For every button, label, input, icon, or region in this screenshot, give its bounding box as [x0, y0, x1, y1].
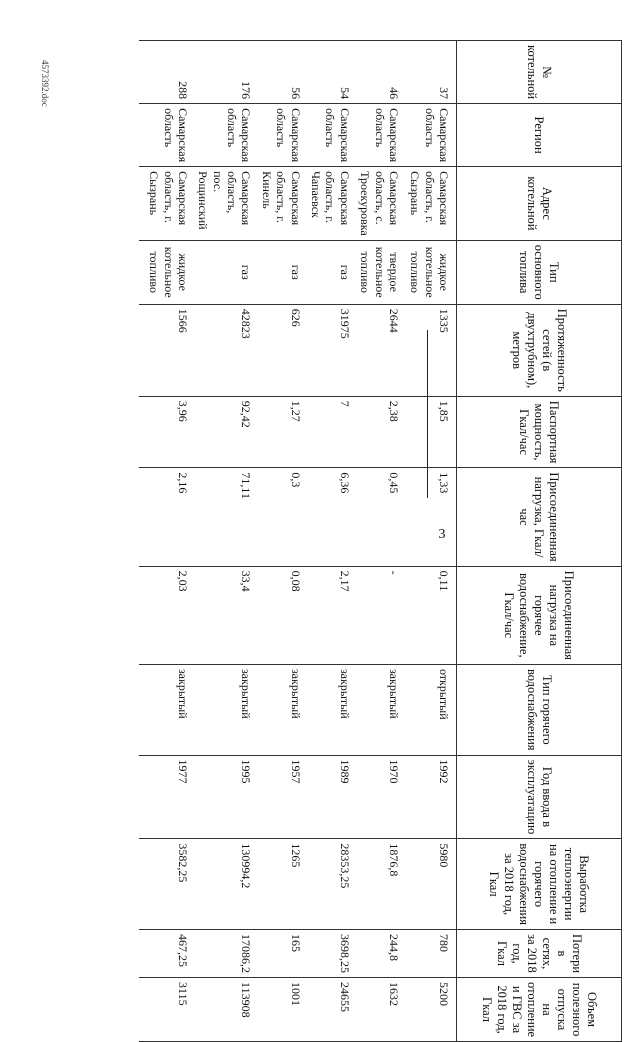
footnote-divider	[427, 330, 428, 498]
table-row	[193, 41, 257, 1042]
column-header: Тип основного топлива	[457, 240, 622, 304]
hot-water-type-cell: закрытый	[306, 664, 355, 755]
losses-cell: 467,25	[139, 929, 193, 977]
boiler-number: 288	[139, 41, 193, 104]
network-length-cell: 42823	[193, 304, 257, 396]
supply-cell: 1632	[355, 978, 404, 1042]
table-body	[139, 41, 457, 1042]
boiler-number: 46	[355, 41, 404, 104]
region-cell: Самарская область	[404, 104, 457, 167]
hot-water-type-cell: закрытый	[139, 664, 193, 755]
column-header: Адрес котельной	[457, 167, 622, 241]
losses-cell: 3698,25	[306, 929, 355, 977]
hot-water-load-cell: 0,11	[404, 566, 457, 664]
losses-cell: 244,8	[355, 929, 404, 977]
capacity-cell: 3,96	[139, 396, 193, 468]
region-cell: Самарская область	[256, 104, 305, 167]
column-header: Тип горячего водоснабжения	[457, 664, 622, 755]
region-cell: Самарская область	[355, 104, 404, 167]
boiler-number: 56	[256, 41, 305, 104]
capacity-cell: 92,42	[193, 396, 257, 468]
heat-output-cell: 28353,25	[306, 839, 355, 930]
column-header: Год ввода в эксплуатацию	[457, 755, 622, 839]
capacity-cell: 7	[306, 396, 355, 468]
supply-cell: 1001	[256, 978, 305, 1042]
year-cell: 1977	[139, 755, 193, 839]
load-cell: 6,36	[306, 468, 355, 566]
load-cell: 2,16	[139, 468, 193, 566]
heat-output-cell: 3582,25	[139, 839, 193, 930]
hot-water-type-cell: закрытый	[256, 664, 305, 755]
year-cell: 1989	[306, 755, 355, 839]
footer-doc-id: 4573392.doc	[40, 60, 50, 107]
losses-cell: 780	[404, 929, 457, 977]
heat-output-cell: 130994,2	[193, 839, 257, 930]
hot-water-type-cell: закрытый	[193, 664, 257, 755]
load-cell: 0,45	[355, 468, 404, 566]
network-length-cell: 31975	[306, 304, 355, 396]
supply-cell: 5200	[404, 978, 457, 1042]
column-header: Присоединенная нагрузка на горячее водоснабжение, Гкал/час	[457, 566, 622, 664]
address-cell: Самарская область, пос. Рощинский	[193, 167, 257, 241]
heat-output-cell: 1876,8	[355, 839, 404, 930]
year-cell: 1970	[355, 755, 404, 839]
year-cell: 1992	[404, 755, 457, 839]
table-row	[355, 41, 404, 1042]
region-cell: Самарская область	[193, 104, 257, 167]
load-cell: 0,3	[256, 468, 305, 566]
column-header: № котельной	[457, 41, 622, 104]
address-cell: Самарская область, г. Сызрань	[139, 167, 193, 241]
heat-output-cell: 1265	[256, 839, 305, 930]
address-cell: Самарская область, г. Кинель	[256, 167, 305, 241]
boiler-number: 54	[306, 41, 355, 104]
table-row	[306, 41, 355, 1042]
table-row	[256, 41, 305, 1042]
table-row	[139, 41, 193, 1042]
boiler-table	[139, 40, 622, 1042]
capacity-cell: 2,38	[355, 396, 404, 468]
heat-output-cell: 5980	[404, 839, 457, 930]
network-length-cell: 2644	[355, 304, 404, 396]
header-row	[457, 41, 622, 1042]
hot-water-load-cell: 33,4	[193, 566, 257, 664]
hot-water-type-cell: закрытый	[355, 664, 404, 755]
address-cell: Самарская область, с. Троекуровка	[355, 167, 404, 241]
hot-water-load-cell: 2,17	[306, 566, 355, 664]
supply-cell: 113908	[193, 978, 257, 1042]
losses-cell: 165	[256, 929, 305, 977]
boiler-number: 176	[193, 41, 257, 104]
supply-cell: 24655	[306, 978, 355, 1042]
capacity-cell: 1,27	[256, 396, 305, 468]
page-number: 3	[438, 527, 446, 542]
column-header: Объем полезного отпуска на отопление и ГВС за 2018 год, Гкал	[457, 978, 622, 1042]
column-header: Присоединенная нагрузка, Гкал/час	[457, 468, 622, 566]
load-cell: 71,11	[193, 468, 257, 566]
column-header: Паспортная мощность, Гкал/час	[457, 396, 622, 468]
capacity-cell: 1,85	[404, 396, 457, 468]
fuel-type-cell: жидкое котельное топливо	[404, 240, 457, 304]
fuel-type-cell: твердое котельное топливо	[355, 240, 404, 304]
address-cell: Самарская область, г. Чапаевск	[306, 167, 355, 241]
fuel-type-cell: газ	[193, 240, 257, 304]
hot-water-type-cell: открытый	[404, 664, 457, 755]
network-length-cell: 626	[256, 304, 305, 396]
supply-cell: 3115	[139, 978, 193, 1042]
hot-water-load-cell: -	[355, 566, 404, 664]
column-header: Потери в сетях, за 2018 год, Гкал	[457, 929, 622, 977]
fuel-type-cell: газ	[256, 240, 305, 304]
network-length-cell: 1566	[139, 304, 193, 396]
fuel-type-cell: газ	[306, 240, 355, 304]
load-cell: 1,33	[404, 468, 457, 566]
hot-water-load-cell: 0,08	[256, 566, 305, 664]
hot-water-load-cell: 2,03	[139, 566, 193, 664]
column-header: Регион	[457, 104, 622, 167]
fuel-type-cell: жидкое котельное топливо	[139, 240, 193, 304]
year-cell: 1995	[193, 755, 257, 839]
year-cell: 1957	[256, 755, 305, 839]
address-cell: Самарская область, г. Сызрань	[404, 167, 457, 241]
region-cell: Самарская область	[306, 104, 355, 167]
region-cell: Самарская область	[139, 104, 193, 167]
boiler-number: 37	[404, 41, 457, 104]
network-length-cell: 1335	[404, 304, 457, 396]
column-header: Протяженность сетей (в двухтрубном), метров	[457, 304, 622, 396]
losses-cell: 17086,2	[193, 929, 257, 977]
column-header: Выработка теплоэнергии на отопление и горячего водоснабжения за 2018 год, Гкал	[457, 839, 622, 930]
